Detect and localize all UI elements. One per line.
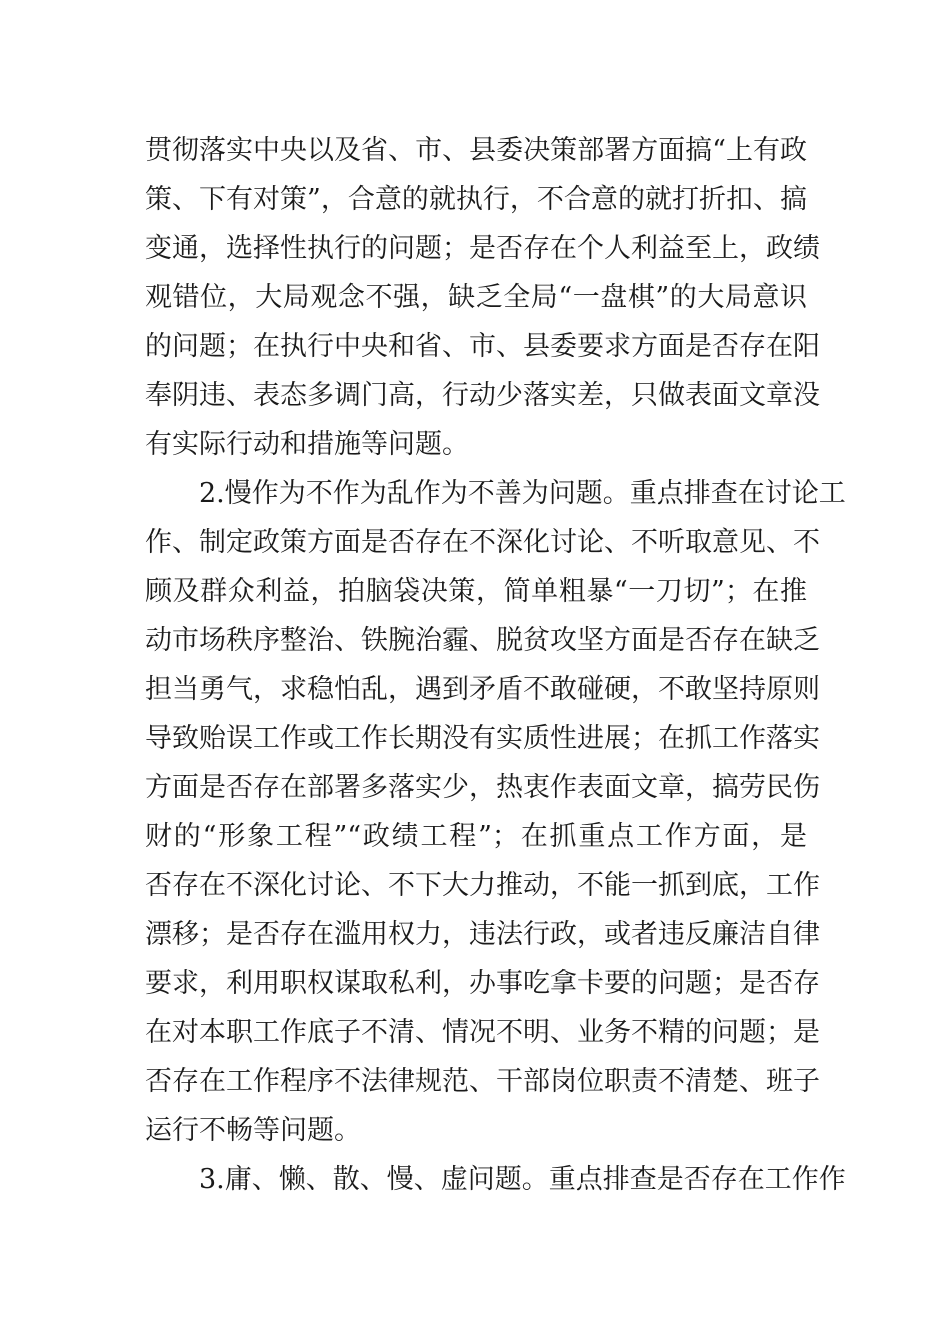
text-line: 有实际行动和措施等问题。 — [145, 429, 469, 460]
text-line: 贯彻落实中央以及省、市、县委决策部署方面搞“上有政 — [145, 135, 807, 166]
paragraph-heading-line: 2.慢作为不作为乱作为不善为问题。重点排查在讨论工 — [199, 478, 846, 509]
text-line: 否存在工作程序不法律规范、干部岗位职责不清楚、班子 — [145, 1066, 820, 1097]
text-line: 策、下有对策”，合意的就执行，不合意的就打折扣、搞 — [145, 184, 807, 215]
document-body — [145, 126, 846, 1204]
text-line: 奉阴违、表态多调门高，行动少落实差，只做表面文章没 — [145, 380, 820, 411]
text-line: 变通，选择性执行的问题；是否存在个人利益至上，政绩 — [145, 233, 820, 264]
text-line: 顾及群众利益，拍脑袋决策，简单粗暴“一刀切”；在推 — [145, 576, 807, 607]
text-line: 作、制定政策方面是否存在不深化讨论、不听取意见、不 — [145, 527, 820, 558]
text-line: 方面是否存在部署多落实少，热衷作表面文章，搞劳民伤 — [145, 772, 820, 803]
text-line: 担当勇气，求稳怕乱，遇到矛盾不敢碰硬，不敢坚持原则 — [145, 674, 820, 705]
text-line: 要求，利用职权谋取私利，办事吃拿卡要的问题；是否存 — [145, 968, 820, 999]
text-line: 漂移；是否存在滥用权力，违法行政，或者违反廉洁自律 — [145, 919, 820, 950]
text-line: 动市场秩序整治、铁腕治霾、脱贫攻坚方面是否存在缺乏 — [145, 625, 820, 656]
paragraph-heading-line: 3.庸、懒、散、慢、虚问题。重点排查是否存在工作作 — [199, 1164, 846, 1195]
text-line: 否存在不深化讨论、不下大力推动，不能一抓到底，工作 — [145, 870, 820, 901]
text-line: 在对本职工作底子不清、情况不明、业务不精的问题；是 — [145, 1017, 820, 1048]
text-line: 财的“形象工程”“政绩工程”；在抓重点工作方面，是 — [145, 821, 807, 852]
text-line: 运行不畅等问题。 — [145, 1115, 361, 1146]
text-line: 导致贻误工作或工作长期没有实质性进展；在抓工作落实 — [145, 723, 820, 754]
text-line: 观错位，大局观念不强，缺乏全局“一盘棋”的大局意识 — [145, 282, 807, 313]
text-line: 的问题；在执行中央和省、市、县委要求方面是否存在阳 — [145, 331, 820, 362]
